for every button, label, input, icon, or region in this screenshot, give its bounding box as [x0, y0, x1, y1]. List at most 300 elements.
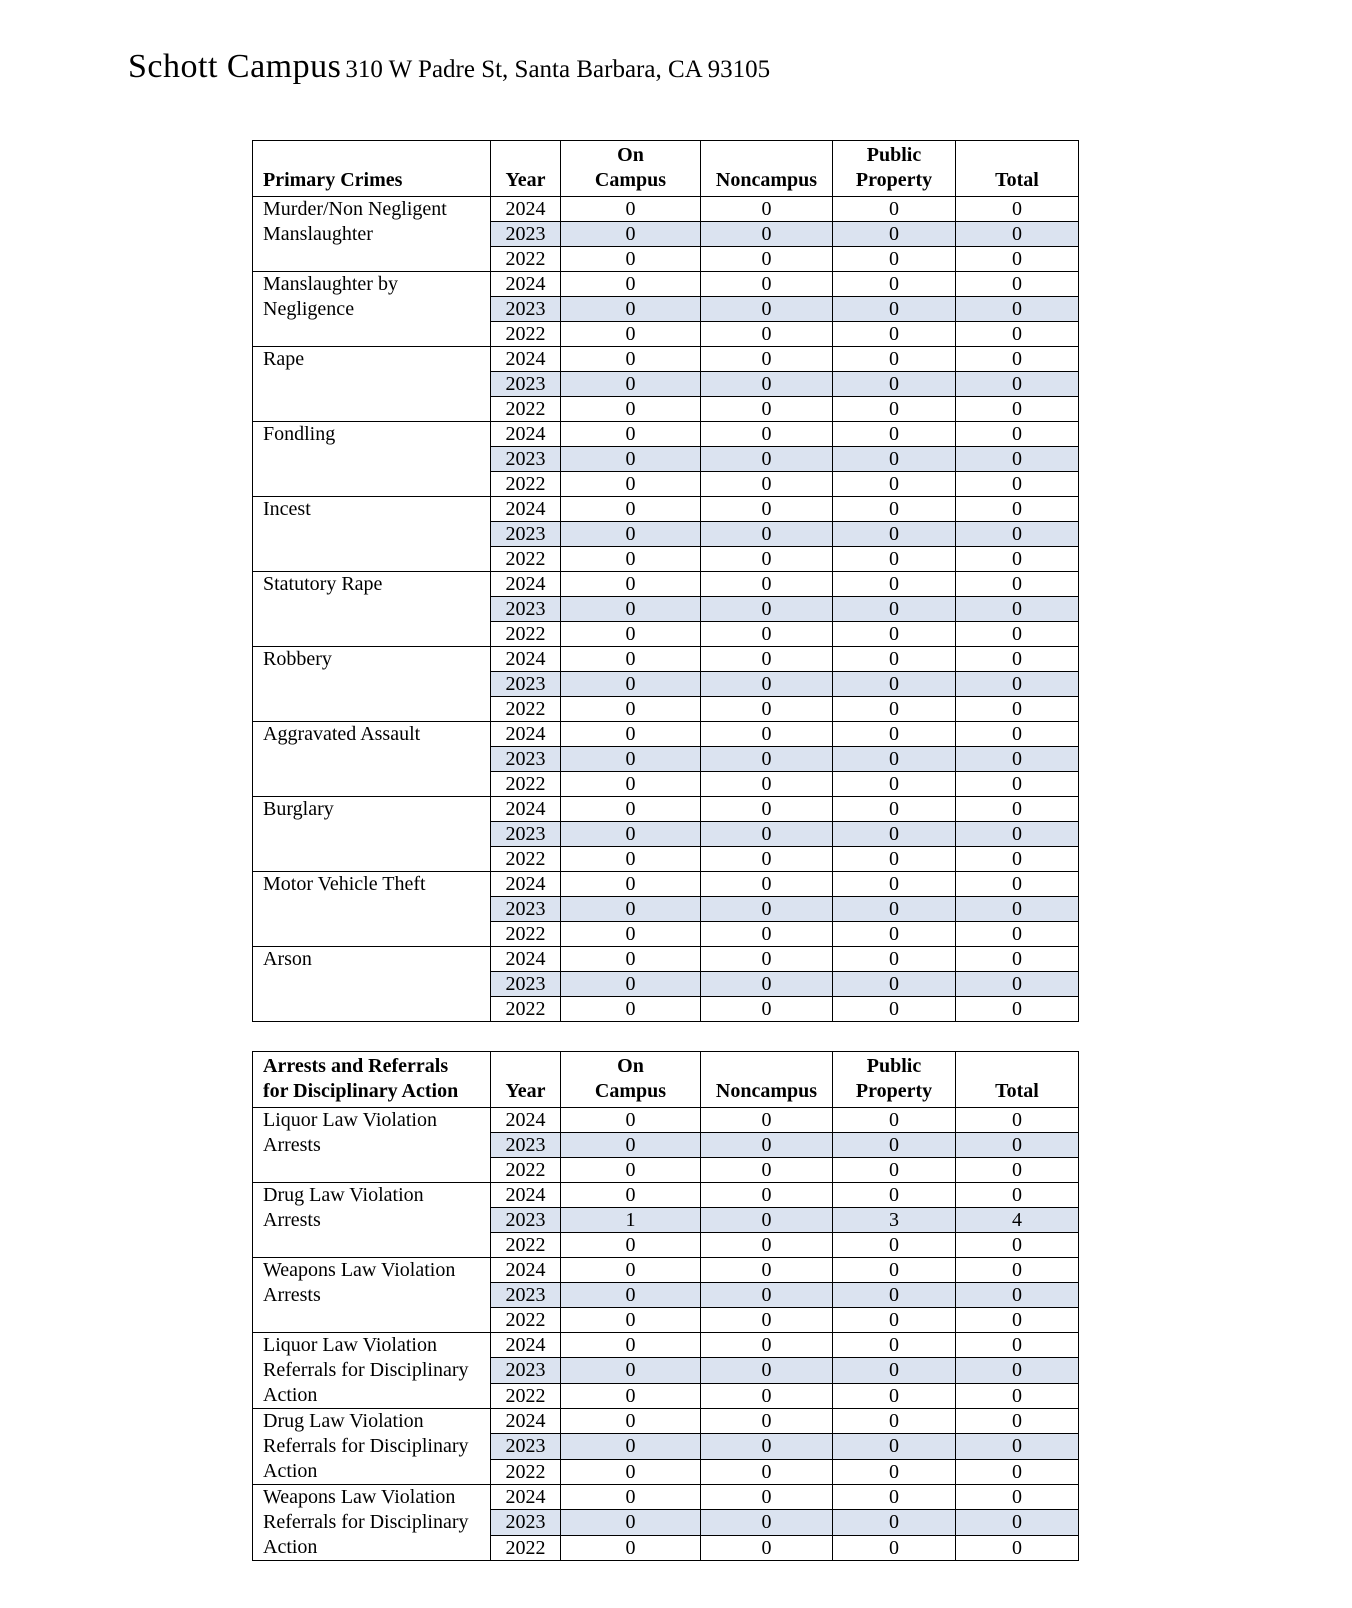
- value-cell: 0: [956, 447, 1079, 472]
- year-cell: 2022: [491, 397, 561, 422]
- value-cell: 0: [956, 1510, 1079, 1535]
- value-cell: 0: [701, 1258, 833, 1283]
- value-cell: 0: [833, 597, 956, 622]
- value-cell: 0: [561, 622, 701, 647]
- value-cell: 0: [833, 622, 956, 647]
- value-cell: 0: [833, 1308, 956, 1333]
- campus-address-text: 310 W Padre St, Santa Barbara, CA 93105: [345, 56, 771, 83]
- year-cell: 2023: [491, 972, 561, 997]
- value-cell: 0: [956, 872, 1079, 897]
- value-cell: 0: [833, 347, 956, 372]
- table-row: [253, 1183, 1079, 1208]
- value-cell: 0: [833, 1409, 956, 1434]
- value-cell: 0: [833, 197, 956, 222]
- value-cell: 0: [561, 572, 701, 597]
- table-row: [253, 272, 1079, 297]
- value-cell: 0: [701, 397, 833, 422]
- value-cell: 0: [701, 822, 833, 847]
- value-cell: 0: [833, 1485, 956, 1510]
- value-cell: 0: [561, 272, 701, 297]
- value-cell: 0: [833, 322, 956, 347]
- year-cell: 2022: [491, 322, 561, 347]
- year-cell: 2024: [491, 1485, 561, 1510]
- value-cell: 0: [701, 1459, 833, 1484]
- value-cell: 0: [833, 1158, 956, 1183]
- year-cell: 2022: [491, 1535, 561, 1560]
- value-cell: 0: [833, 372, 956, 397]
- value-cell: 0: [561, 247, 701, 272]
- value-cell: 0: [701, 922, 833, 947]
- category-cell: Arson: [253, 947, 491, 1022]
- value-cell: 0: [701, 347, 833, 372]
- value-cell: 0: [956, 947, 1079, 972]
- year-cell: 2023: [491, 597, 561, 622]
- value-cell: 0: [701, 1383, 833, 1408]
- value-cell: 0: [561, 822, 701, 847]
- value-cell: 0: [561, 1183, 701, 1208]
- value-cell: 0: [701, 797, 833, 822]
- value-cell: 0: [833, 1283, 956, 1308]
- value-cell: 0: [956, 972, 1079, 997]
- value-cell: 0: [956, 572, 1079, 597]
- year-cell: 2022: [491, 922, 561, 947]
- value-cell: 0: [833, 1108, 956, 1133]
- value-cell: 0: [701, 522, 833, 547]
- value-cell: 0: [561, 1133, 701, 1158]
- value-cell: 0: [956, 372, 1079, 397]
- value-cell: 0: [701, 272, 833, 297]
- value-cell: 0: [956, 422, 1079, 447]
- value-cell: 0: [833, 997, 956, 1022]
- value-cell: 0: [561, 872, 701, 897]
- year-cell: 2022: [491, 1459, 561, 1484]
- value-cell: 0: [833, 1510, 956, 1535]
- value-cell: 0: [561, 1333, 701, 1358]
- value-cell: 0: [701, 1535, 833, 1560]
- year-cell: 2023: [491, 1510, 561, 1535]
- year-cell: 2024: [491, 1333, 561, 1358]
- value-cell: 0: [561, 1434, 701, 1459]
- value-cell: 1: [561, 1208, 701, 1233]
- value-cell: 0: [561, 497, 701, 522]
- column-header-on-campus: On Campus: [561, 1052, 701, 1108]
- value-cell: 0: [956, 1358, 1079, 1383]
- year-cell: 2024: [491, 797, 561, 822]
- value-cell: 0: [833, 797, 956, 822]
- value-cell: 0: [561, 672, 701, 697]
- category-cell: Drug Law Violation Referrals for Disciplinary Action: [253, 1409, 491, 1485]
- table-row: [253, 1108, 1079, 1133]
- value-cell: 0: [701, 647, 833, 672]
- year-cell: 2024: [491, 1108, 561, 1133]
- year-cell: 2023: [491, 222, 561, 247]
- value-cell: 0: [561, 522, 701, 547]
- year-cell: 2023: [491, 1133, 561, 1158]
- value-cell: 0: [701, 722, 833, 747]
- value-cell: 0: [956, 472, 1079, 497]
- value-cell: 0: [833, 1133, 956, 1158]
- value-cell: 0: [956, 1459, 1079, 1484]
- value-cell: 0: [833, 722, 956, 747]
- table-row: [253, 797, 1079, 822]
- column-header-noncampus: Noncampus: [701, 141, 833, 197]
- value-cell: 0: [956, 622, 1079, 647]
- year-cell: 2024: [491, 272, 561, 297]
- primary-crimes-table: [252, 140, 1079, 1022]
- header-row: [253, 141, 1079, 197]
- year-cell: 2023: [491, 747, 561, 772]
- value-cell: 0: [956, 1258, 1079, 1283]
- table-row: [253, 722, 1079, 747]
- value-cell: 0: [561, 997, 701, 1022]
- year-cell: 2023: [491, 447, 561, 472]
- value-cell: 0: [956, 1409, 1079, 1434]
- table-row: [253, 197, 1079, 222]
- value-cell: 0: [561, 947, 701, 972]
- value-cell: 0: [833, 297, 956, 322]
- value-cell: 0: [561, 972, 701, 997]
- value-cell: 0: [833, 1258, 956, 1283]
- year-cell: 2023: [491, 822, 561, 847]
- value-cell: 0: [701, 1133, 833, 1158]
- year-cell: 2023: [491, 1208, 561, 1233]
- header-row: [253, 1052, 1079, 1108]
- table-row: [253, 1409, 1079, 1434]
- value-cell: 0: [701, 1183, 833, 1208]
- year-cell: 2024: [491, 1409, 561, 1434]
- value-cell: 0: [701, 997, 833, 1022]
- column-header-on-campus: On Campus: [561, 141, 701, 197]
- value-cell: 0: [561, 347, 701, 372]
- year-cell: 2023: [491, 522, 561, 547]
- value-cell: 0: [701, 1409, 833, 1434]
- year-cell: 2024: [491, 872, 561, 897]
- value-cell: 0: [833, 247, 956, 272]
- value-cell: 0: [956, 772, 1079, 797]
- table-row: [253, 872, 1079, 897]
- value-cell: 0: [956, 597, 1079, 622]
- value-cell: 0: [833, 447, 956, 472]
- value-cell: 4: [956, 1208, 1079, 1233]
- value-cell: 0: [701, 1283, 833, 1308]
- value-cell: 0: [956, 922, 1079, 947]
- year-cell: 2023: [491, 297, 561, 322]
- value-cell: 0: [956, 547, 1079, 572]
- value-cell: 0: [701, 322, 833, 347]
- year-cell: 2022: [491, 1158, 561, 1183]
- column-header-year: Year: [491, 141, 561, 197]
- value-cell: 0: [956, 1383, 1079, 1408]
- arrests-referrals-table: [252, 1051, 1079, 1561]
- value-cell: 0: [561, 297, 701, 322]
- value-cell: 0: [833, 397, 956, 422]
- category-cell: Liquor Law Violation Referrals for Disciplinary Action: [253, 1333, 491, 1409]
- year-cell: 2022: [491, 622, 561, 647]
- category-cell: Weapons Law Violation Referrals for Disciplinary Action: [253, 1485, 491, 1561]
- category-cell: Liquor Law Violation Arrests: [253, 1108, 491, 1183]
- column-header-total: Total: [956, 141, 1079, 197]
- year-cell: 2022: [491, 247, 561, 272]
- value-cell: 0: [701, 1510, 833, 1535]
- value-cell: 0: [956, 272, 1079, 297]
- value-cell: 0: [833, 1434, 956, 1459]
- value-cell: 0: [701, 1108, 833, 1133]
- value-cell: 0: [956, 1308, 1079, 1333]
- value-cell: 0: [561, 747, 701, 772]
- value-cell: 0: [833, 747, 956, 772]
- value-cell: 0: [561, 797, 701, 822]
- value-cell: 0: [833, 847, 956, 872]
- value-cell: 0: [561, 772, 701, 797]
- value-cell: 0: [956, 322, 1079, 347]
- value-cell: 0: [833, 872, 956, 897]
- value-cell: 0: [833, 1358, 956, 1383]
- value-cell: 0: [561, 1383, 701, 1408]
- year-cell: 2022: [491, 1233, 561, 1258]
- value-cell: 0: [701, 297, 833, 322]
- column-header-public-property: Public Property: [833, 141, 956, 197]
- value-cell: 0: [833, 572, 956, 597]
- value-cell: 0: [956, 1108, 1079, 1133]
- value-cell: 0: [956, 247, 1079, 272]
- year-cell: 2023: [491, 1283, 561, 1308]
- primary-crimes-row-header: Primary Crimes: [253, 141, 491, 197]
- value-cell: 0: [561, 397, 701, 422]
- value-cell: 0: [956, 1333, 1079, 1358]
- value-cell: 0: [561, 847, 701, 872]
- value-cell: 0: [956, 897, 1079, 922]
- value-cell: 0: [561, 597, 701, 622]
- year-cell: 2022: [491, 1383, 561, 1408]
- year-cell: 2023: [491, 672, 561, 697]
- value-cell: 0: [561, 1258, 701, 1283]
- value-cell: 0: [561, 1510, 701, 1535]
- year-cell: 2024: [491, 1183, 561, 1208]
- value-cell: 0: [833, 272, 956, 297]
- value-cell: 0: [701, 847, 833, 872]
- value-cell: 0: [701, 547, 833, 572]
- arrests-referrals-row-header: Arrests and Referrals for Disciplinary Action: [253, 1052, 491, 1108]
- value-cell: 0: [956, 1233, 1079, 1258]
- table-row: [253, 1333, 1079, 1358]
- table-row: [253, 572, 1079, 597]
- value-cell: 0: [701, 197, 833, 222]
- value-cell: 0: [701, 222, 833, 247]
- category-cell: Drug Law Violation Arrests: [253, 1183, 491, 1258]
- value-cell: 0: [956, 197, 1079, 222]
- value-cell: 0: [701, 672, 833, 697]
- value-cell: 0: [833, 647, 956, 672]
- category-cell: Murder/Non Negligent Manslaughter: [253, 197, 491, 272]
- campus-name: Schott Campus: [128, 48, 342, 85]
- value-cell: 0: [701, 1434, 833, 1459]
- value-cell: 0: [956, 847, 1079, 872]
- table-row: [253, 497, 1079, 522]
- year-cell: 2024: [491, 947, 561, 972]
- value-cell: 0: [561, 1233, 701, 1258]
- value-cell: 0: [956, 697, 1079, 722]
- value-cell: 0: [561, 322, 701, 347]
- value-cell: 0: [561, 1158, 701, 1183]
- value-cell: 0: [561, 647, 701, 672]
- year-cell: 2024: [491, 347, 561, 372]
- year-cell: 2024: [491, 422, 561, 447]
- column-header-noncampus: Noncampus: [701, 1052, 833, 1108]
- value-cell: 0: [956, 1183, 1079, 1208]
- year-cell: 2024: [491, 497, 561, 522]
- value-cell: 0: [701, 572, 833, 597]
- value-cell: 0: [701, 1308, 833, 1333]
- column-header-year: Year: [491, 1052, 561, 1108]
- value-cell: 0: [833, 1383, 956, 1408]
- category-cell: Statutory Rape: [253, 572, 491, 647]
- value-cell: 0: [701, 872, 833, 897]
- value-cell: 0: [701, 972, 833, 997]
- value-cell: 0: [561, 697, 701, 722]
- year-cell: 2022: [491, 697, 561, 722]
- value-cell: 0: [833, 922, 956, 947]
- value-cell: 0: [561, 422, 701, 447]
- value-cell: 0: [561, 197, 701, 222]
- value-cell: 0: [833, 222, 956, 247]
- value-cell: 0: [701, 422, 833, 447]
- value-cell: 0: [956, 647, 1079, 672]
- value-cell: 0: [956, 1434, 1079, 1459]
- category-cell: Weapons Law Violation Arrests: [253, 1258, 491, 1333]
- value-cell: 0: [561, 1108, 701, 1133]
- year-cell: 2023: [491, 897, 561, 922]
- value-cell: 0: [833, 1333, 956, 1358]
- category-cell: Rape: [253, 347, 491, 422]
- value-cell: 0: [833, 822, 956, 847]
- value-cell: 0: [956, 722, 1079, 747]
- value-cell: 0: [833, 1535, 956, 1560]
- value-cell: 0: [561, 372, 701, 397]
- value-cell: 0: [561, 222, 701, 247]
- value-cell: 0: [701, 772, 833, 797]
- value-cell: 0: [956, 1283, 1079, 1308]
- value-cell: 0: [833, 897, 956, 922]
- table-row: [253, 1258, 1079, 1283]
- value-cell: 0: [833, 972, 956, 997]
- value-cell: 0: [956, 822, 1079, 847]
- value-cell: 0: [833, 672, 956, 697]
- value-cell: 0: [701, 947, 833, 972]
- table-row: [253, 947, 1079, 972]
- value-cell: 0: [561, 1358, 701, 1383]
- column-header-total: Total: [956, 1052, 1079, 1108]
- year-cell: 2024: [491, 572, 561, 597]
- value-cell: 0: [561, 1459, 701, 1484]
- value-cell: 0: [561, 722, 701, 747]
- value-cell: 0: [833, 1233, 956, 1258]
- value-cell: 0: [701, 697, 833, 722]
- value-cell: 0: [956, 222, 1079, 247]
- year-cell: 2023: [491, 372, 561, 397]
- table-row: [253, 1485, 1079, 1510]
- value-cell: 0: [701, 1233, 833, 1258]
- year-cell: 2024: [491, 197, 561, 222]
- value-cell: 0: [956, 1485, 1079, 1510]
- value-cell: 0: [956, 297, 1079, 322]
- value-cell: 0: [956, 672, 1079, 697]
- value-cell: 0: [701, 1208, 833, 1233]
- value-cell: 0: [701, 1158, 833, 1183]
- value-cell: 0: [561, 1409, 701, 1434]
- value-cell: 0: [561, 1485, 701, 1510]
- year-cell: 2024: [491, 722, 561, 747]
- value-cell: 0: [701, 472, 833, 497]
- category-cell: Burglary: [253, 797, 491, 872]
- year-cell: 2022: [491, 472, 561, 497]
- year-cell: 2024: [491, 647, 561, 672]
- value-cell: 0: [701, 1485, 833, 1510]
- value-cell: 0: [956, 797, 1079, 822]
- category-cell: Motor Vehicle Theft: [253, 872, 491, 947]
- value-cell: 0: [701, 747, 833, 772]
- value-cell: 0: [701, 247, 833, 272]
- value-cell: 3: [833, 1208, 956, 1233]
- value-cell: 0: [833, 1183, 956, 1208]
- year-cell: 2022: [491, 997, 561, 1022]
- value-cell: 0: [833, 947, 956, 972]
- value-cell: 0: [701, 622, 833, 647]
- year-cell: 2023: [491, 1358, 561, 1383]
- value-cell: 0: [956, 747, 1079, 772]
- year-cell: 2022: [491, 772, 561, 797]
- value-cell: 0: [701, 372, 833, 397]
- column-header-public-property: Public Property: [833, 1052, 956, 1108]
- category-cell: Aggravated Assault: [253, 722, 491, 797]
- value-cell: 0: [561, 922, 701, 947]
- category-cell: Manslaughter by Negligence: [253, 272, 491, 347]
- value-cell: 0: [833, 772, 956, 797]
- table-row: [253, 647, 1079, 672]
- value-cell: 0: [956, 397, 1079, 422]
- value-cell: 0: [956, 347, 1079, 372]
- value-cell: 0: [701, 597, 833, 622]
- value-cell: 0: [701, 897, 833, 922]
- value-cell: 0: [833, 497, 956, 522]
- value-cell: 0: [956, 1535, 1079, 1560]
- table-row: [253, 347, 1079, 372]
- value-cell: 0: [701, 447, 833, 472]
- value-cell: 0: [701, 497, 833, 522]
- value-cell: 0: [561, 472, 701, 497]
- category-cell: Robbery: [253, 647, 491, 722]
- value-cell: 0: [561, 1535, 701, 1560]
- category-cell: Incest: [253, 497, 491, 572]
- page-title: [128, 48, 770, 86]
- value-cell: 0: [956, 1133, 1079, 1158]
- value-cell: 0: [833, 547, 956, 572]
- campus-address: [345, 56, 770, 83]
- value-cell: 0: [833, 422, 956, 447]
- table-row: [253, 422, 1079, 447]
- year-cell: 2024: [491, 1258, 561, 1283]
- value-cell: 0: [956, 997, 1079, 1022]
- value-cell: 0: [701, 1333, 833, 1358]
- year-cell: 2022: [491, 547, 561, 572]
- year-cell: 2022: [491, 1308, 561, 1333]
- value-cell: 0: [561, 897, 701, 922]
- value-cell: 0: [956, 497, 1079, 522]
- value-cell: 0: [833, 697, 956, 722]
- value-cell: 0: [956, 522, 1079, 547]
- value-cell: 0: [561, 1308, 701, 1333]
- value-cell: 0: [833, 522, 956, 547]
- value-cell: 0: [833, 1459, 956, 1484]
